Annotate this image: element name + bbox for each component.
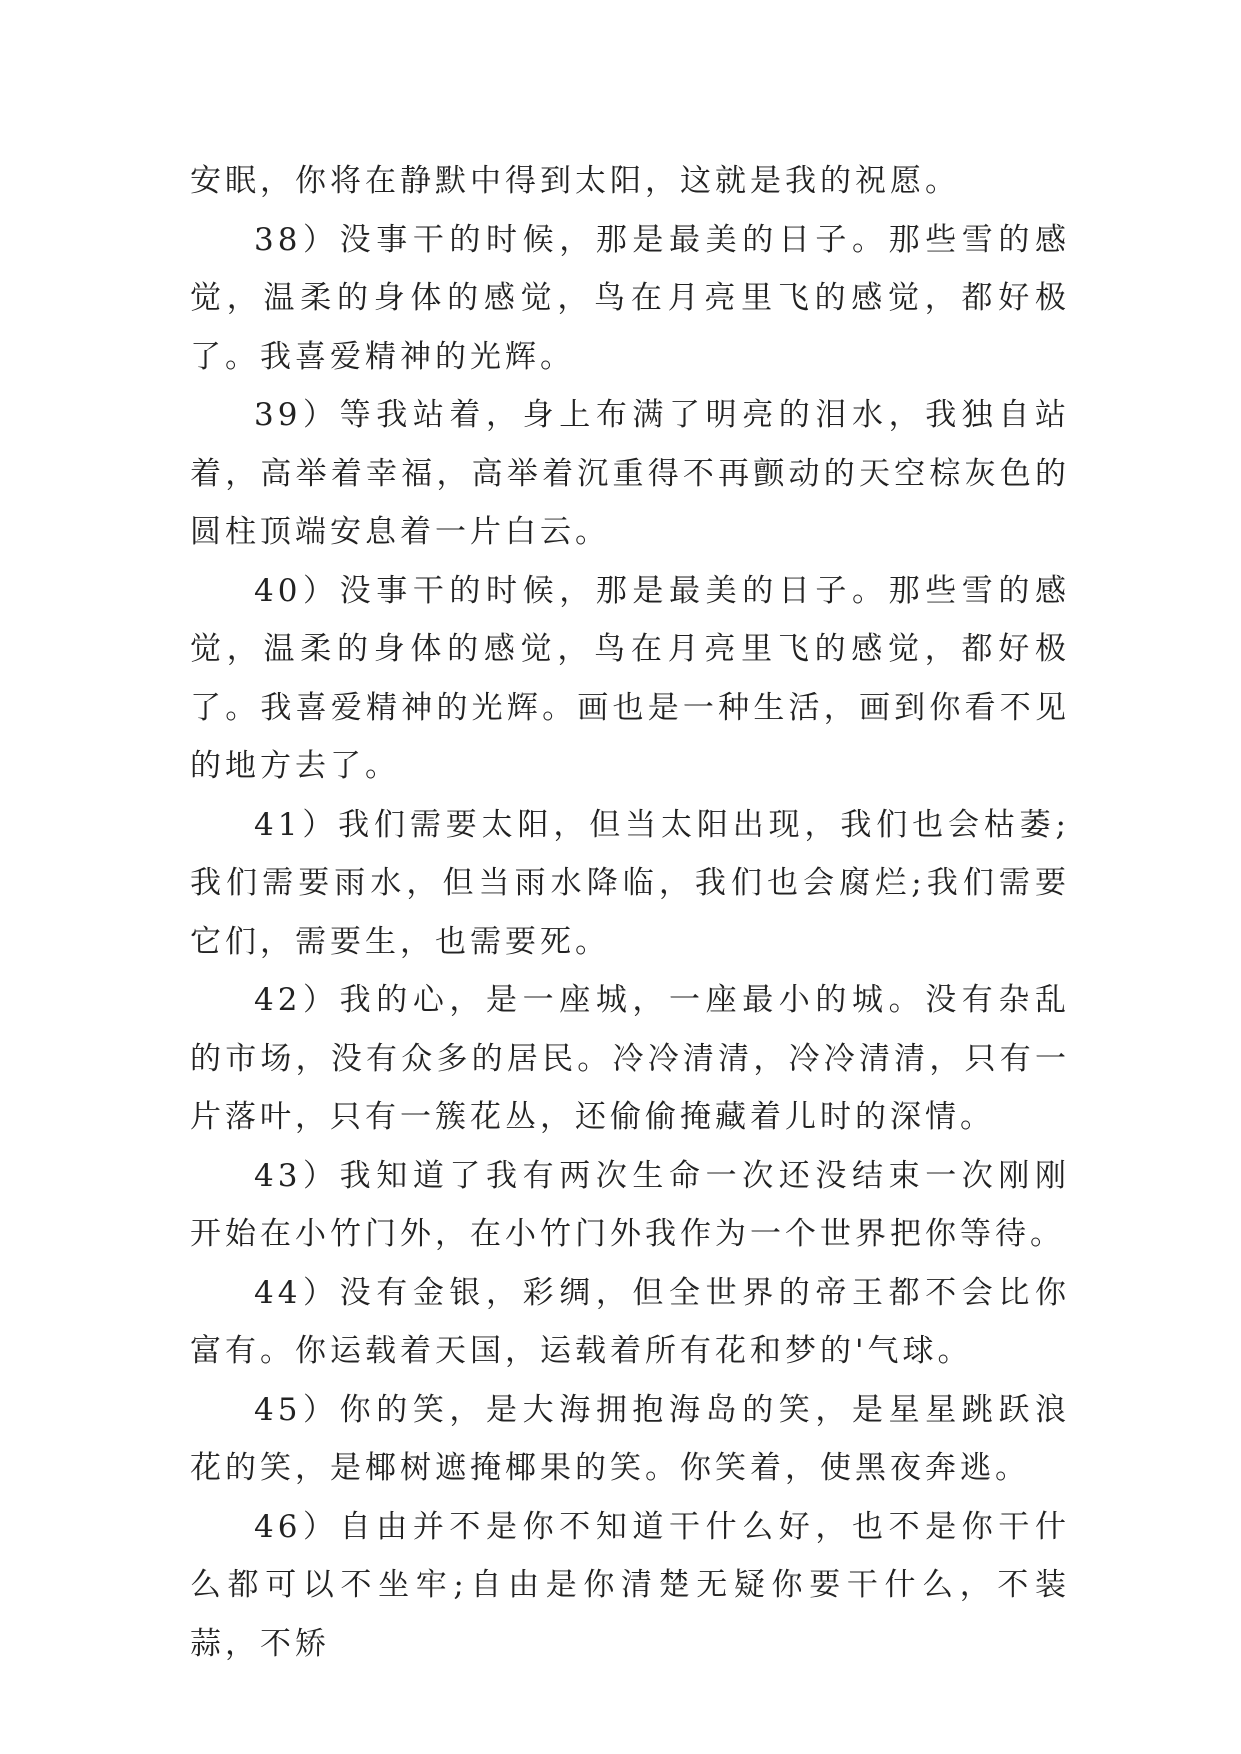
paragraph-continuation: 安眠，你将在静默中得到太阳，这就是我的祝愿。 [190, 163, 960, 199]
paragraph-39: 39）等我站着，身上布满了明亮的泪水，我独自站着，高举着幸福，高举着沉重得不再颤动的天空棕灰色的圆柱顶端安息着一片白云。 [190, 397, 1070, 550]
paragraph-38: 38）没事干的时候，那是最美的日子。那些雪的感觉，温柔的身体的感觉，鸟在月亮里飞的感觉，都好极了。我喜爱精神的光辉。 [190, 221, 1070, 375]
paragraph-45: 45）你的笑，是大海拥抱海岛的笑，是星星跳跃浪花的笑，是椰树遮掩椰果的笑。你笑着，使黑夜奔逃。 [190, 1391, 1070, 1486]
paragraph-46: 46）自由并不是你不知道干什么好，也不是你干什么都可以不坐牢;自由是你清楚无疑你要干什么，不装蒜，不矫 [190, 1508, 1070, 1662]
paragraph-42: 42）我的心，是一座城，一座最小的城。没有杂乱的市场，没有众多的居民。冷冷清清，冷冷清清，只有一片落叶，只有一簇花丛，还偷偷掩藏着儿时的深情。 [190, 982, 1070, 1135]
paragraph-40: 40）没事干的时候，那是最美的日子。那些雪的感觉，温柔的身体的感觉，鸟在月亮里飞的感觉，都好极了。我喜爱精神的光辉。画也是一种生活，画到你看不见的地方去了。 [190, 572, 1070, 784]
paragraph-43: 43）我知道了我有两次生命一次还没结束一次刚刚开始在小竹门外，在小竹门外我作为一个世界把你等待。 [190, 1157, 1070, 1252]
paragraph-44: 44）没有金银，彩绸，但全世界的帝王都不会比你富有。你运载着天国，运载着所有花和梦的'气球。 [190, 1274, 1070, 1369]
paragraph-41: 41）我们需要太阳，但当太阳出现，我们也会枯萎;我们需要雨水，但当雨水降临，我们也会腐烂;我们需要它们，需要生，也需要死。 [190, 806, 1070, 960]
document-body [190, 152, 1070, 1673]
